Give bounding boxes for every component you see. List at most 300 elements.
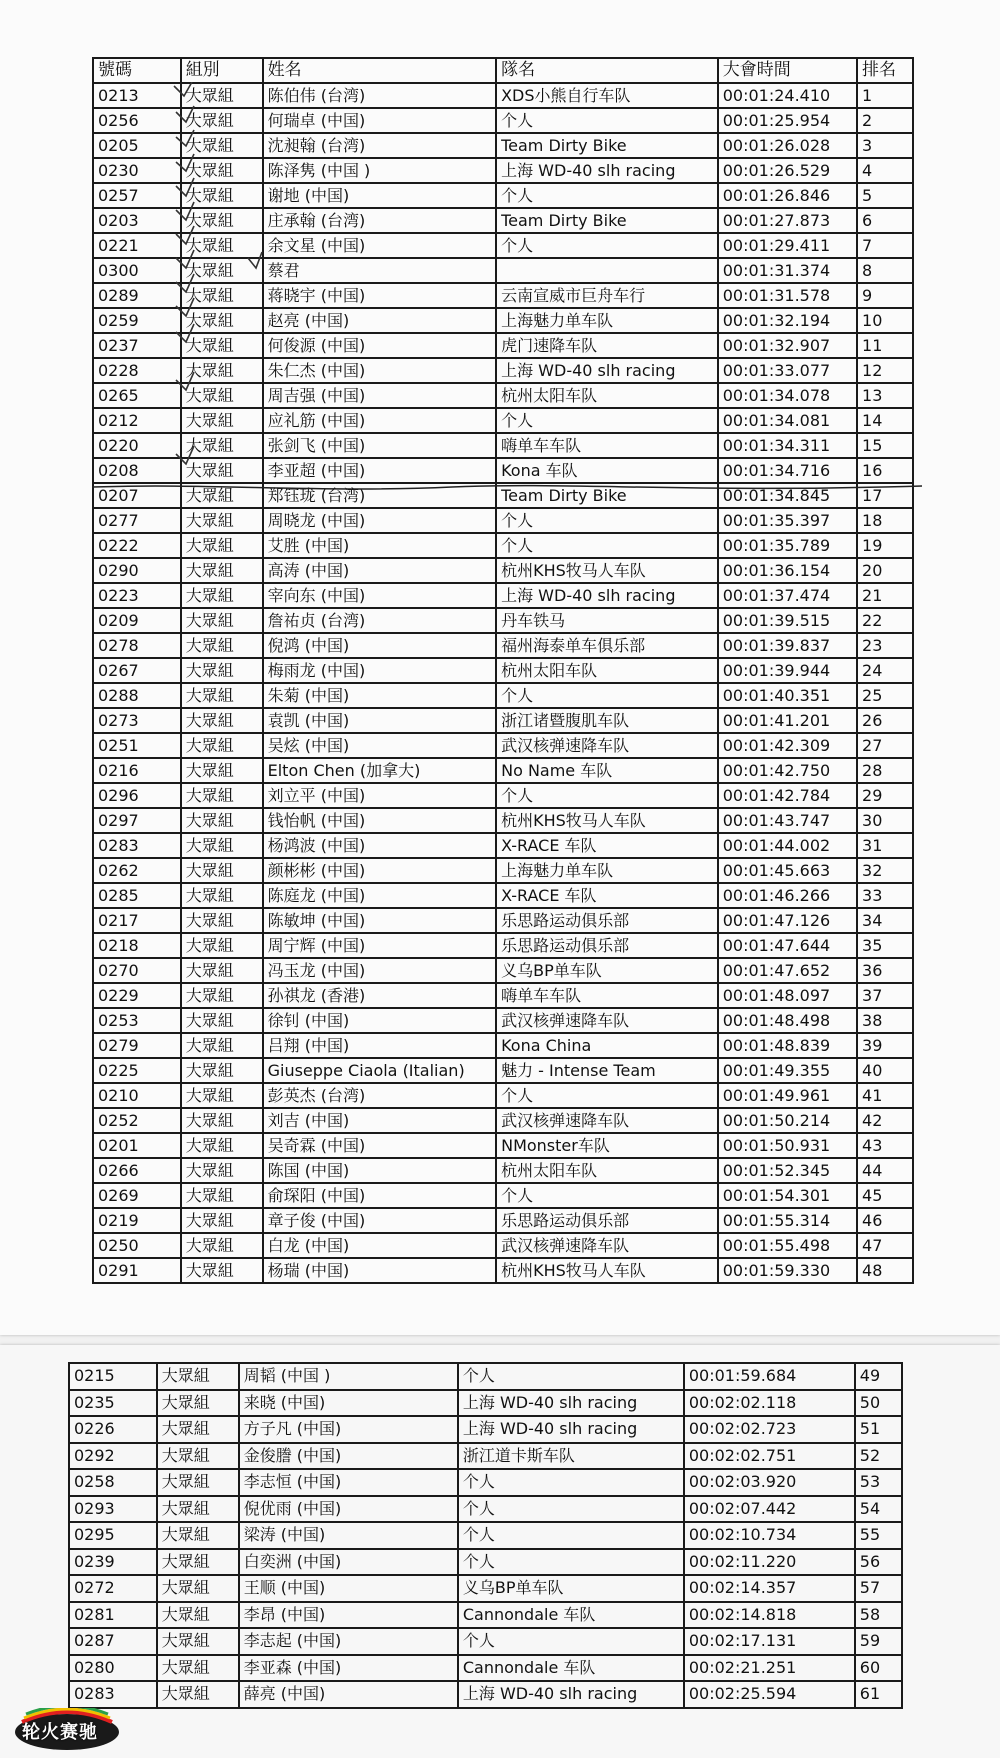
cell-team: 个人 xyxy=(496,508,718,533)
table-row xyxy=(93,708,913,733)
cell-time: 00:02:10.734 xyxy=(684,1522,855,1549)
cell-name: 李志恒 (中国) xyxy=(239,1469,458,1496)
cell-group: 大眾組 xyxy=(181,83,263,108)
cell-name: 倪优雨 (中国) xyxy=(239,1496,458,1523)
cell-number: 0259 xyxy=(93,308,181,333)
cell-number: 0218 xyxy=(93,933,181,958)
cell-time: 00:01:48.097 xyxy=(718,983,857,1008)
cell-number: 0280 xyxy=(69,1655,157,1682)
cell-name: 高涛 (中国) xyxy=(263,558,496,583)
cell-number: 0216 xyxy=(93,758,181,783)
cell-number: 0295 xyxy=(69,1522,157,1549)
table-row xyxy=(93,783,913,808)
cell-name: 陈庭龙 (中国) xyxy=(263,883,496,908)
cell-rank: 43 xyxy=(857,1133,913,1158)
cell-group: 大眾組 xyxy=(181,208,263,233)
cell-group: 大眾組 xyxy=(181,1083,263,1108)
table-row xyxy=(69,1469,902,1496)
cell-rank: 60 xyxy=(855,1655,902,1682)
cell-rank: 9 xyxy=(857,283,913,308)
cell-name: 刘立平 (中国) xyxy=(263,783,496,808)
header-time: 大會時間 xyxy=(718,58,857,83)
cell-rank: 58 xyxy=(855,1602,902,1629)
cell-group: 大眾組 xyxy=(181,383,263,408)
table-row xyxy=(93,1158,913,1183)
cell-time: 00:01:27.873 xyxy=(718,208,857,233)
cell-group: 大眾組 xyxy=(181,458,263,483)
cell-number: 0237 xyxy=(93,333,181,358)
cell-group: 大眾組 xyxy=(181,333,263,358)
race-logo-text: 轮火赛驰 xyxy=(22,1722,98,1743)
cell-rank: 3 xyxy=(857,133,913,158)
cell-team: 上海 WD-40 slh racing xyxy=(458,1390,684,1417)
table-row xyxy=(69,1575,902,1602)
cell-name: 吴奇霖 (中国) xyxy=(263,1133,496,1158)
cell-time: 00:01:32.907 xyxy=(718,333,857,358)
cell-rank: 36 xyxy=(857,958,913,983)
cell-name: 孙祺龙 (香港) xyxy=(263,983,496,1008)
cell-name: 谢地 (中国) xyxy=(263,183,496,208)
cell-name: 朱菊 (中国) xyxy=(263,683,496,708)
cell-group: 大眾組 xyxy=(181,933,263,958)
cell-time: 00:01:35.789 xyxy=(718,533,857,558)
cell-time: 00:01:42.784 xyxy=(718,783,857,808)
cell-group: 大眾組 xyxy=(181,658,263,683)
cell-team: 武汉核弹速降车队 xyxy=(496,1233,718,1258)
cell-number: 0221 xyxy=(93,233,181,258)
cell-number: 0283 xyxy=(69,1681,157,1708)
cell-group: 大眾組 xyxy=(157,1363,239,1390)
cell-time: 00:02:02.723 xyxy=(684,1416,855,1443)
cell-rank: 52 xyxy=(855,1443,902,1470)
cell-group: 大眾組 xyxy=(157,1390,239,1417)
table-row xyxy=(93,1108,913,1133)
cell-number: 0220 xyxy=(93,433,181,458)
cell-number: 0252 xyxy=(93,1108,181,1133)
cell-time: 00:01:54.301 xyxy=(718,1183,857,1208)
results-table-2 xyxy=(68,1362,903,1709)
cell-number: 0278 xyxy=(93,633,181,658)
table-row xyxy=(93,983,913,1008)
cell-rank: 21 xyxy=(857,583,913,608)
cell-team: 福州海泰单车俱乐部 xyxy=(496,633,718,658)
header-rank: 排名 xyxy=(857,58,913,83)
cell-number: 0281 xyxy=(69,1602,157,1629)
cell-rank: 22 xyxy=(857,608,913,633)
results-sheet-2 xyxy=(0,1345,1000,1758)
cell-number: 0217 xyxy=(93,908,181,933)
table-row xyxy=(69,1681,902,1708)
cell-group: 大眾組 xyxy=(181,733,263,758)
cell-time: 00:01:24.410 xyxy=(718,83,857,108)
cell-group: 大眾組 xyxy=(181,233,263,258)
cell-number: 0207 xyxy=(93,483,181,508)
cell-time: 00:01:59.330 xyxy=(718,1258,857,1283)
cell-rank: 42 xyxy=(857,1108,913,1133)
cell-team: Cannondale 车队 xyxy=(458,1602,684,1629)
cell-team: 杭州KHS牧马人车队 xyxy=(496,1258,718,1283)
strikethrough-line xyxy=(92,481,922,495)
cell-team: 乐思路运动俱乐部 xyxy=(496,908,718,933)
cell-rank: 15 xyxy=(857,433,913,458)
cell-group: 大眾組 xyxy=(181,958,263,983)
cell-group: 大眾組 xyxy=(157,1575,239,1602)
cell-rank: 33 xyxy=(857,883,913,908)
cell-team: 杭州太阳车队 xyxy=(496,383,718,408)
cell-time: 00:02:25.594 xyxy=(684,1681,855,1708)
table-row xyxy=(69,1522,902,1549)
cell-group: 大眾組 xyxy=(157,1628,239,1655)
table-row xyxy=(93,533,913,558)
cell-name: 梅雨龙 (中国) xyxy=(263,658,496,683)
cell-time: 00:01:26.846 xyxy=(718,183,857,208)
cell-name: 艾胜 (中国) xyxy=(263,533,496,558)
cell-time: 00:01:37.474 xyxy=(718,583,857,608)
cell-time: 00:01:39.515 xyxy=(718,608,857,633)
cell-time: 00:01:47.652 xyxy=(718,958,857,983)
cell-number: 0251 xyxy=(93,733,181,758)
table-row xyxy=(93,558,913,583)
cell-team: 浙江道卡斯车队 xyxy=(458,1443,684,1470)
cell-name: 赵亮 (中国) xyxy=(263,308,496,333)
cell-rank: 48 xyxy=(857,1258,913,1283)
cell-time: 00:02:11.220 xyxy=(684,1549,855,1576)
cell-rank: 56 xyxy=(855,1549,902,1576)
table-row xyxy=(93,883,913,908)
header-row xyxy=(93,58,913,83)
cell-name: 倪鸿 (中国) xyxy=(263,633,496,658)
cell-time: 00:01:39.837 xyxy=(718,633,857,658)
cell-time: 00:01:34.311 xyxy=(718,433,857,458)
cell-time: 00:01:35.397 xyxy=(718,508,857,533)
cell-number: 0253 xyxy=(93,1008,181,1033)
cell-number: 0250 xyxy=(93,1233,181,1258)
cell-number: 0256 xyxy=(93,108,181,133)
cell-time: 00:01:48.498 xyxy=(718,1008,857,1033)
header-team: 隊名 xyxy=(496,58,718,83)
cell-time: 00:02:02.751 xyxy=(684,1443,855,1470)
cell-name: 宰向东 (中国) xyxy=(263,583,496,608)
cell-time: 00:02:03.920 xyxy=(684,1469,855,1496)
cell-number: 0270 xyxy=(93,958,181,983)
cell-number: 0212 xyxy=(93,408,181,433)
cell-rank: 27 xyxy=(857,733,913,758)
cell-group: 大眾組 xyxy=(157,1469,239,1496)
cell-rank: 12 xyxy=(857,358,913,383)
cell-group: 大眾組 xyxy=(181,308,263,333)
table-row xyxy=(93,1083,913,1108)
cell-team: 云南宣威市巨舟车行 xyxy=(496,283,718,308)
cell-number: 0289 xyxy=(93,283,181,308)
cell-team: 武汉核弹速降车队 xyxy=(496,1108,718,1133)
cell-name: 杨鸿波 (中国) xyxy=(263,833,496,858)
cell-time: 00:02:14.818 xyxy=(684,1602,855,1629)
cell-team: 武汉核弹速降车队 xyxy=(496,733,718,758)
cell-name: 来晓 (中国) xyxy=(239,1390,458,1417)
cell-time: 00:01:26.028 xyxy=(718,133,857,158)
cell-time: 00:01:36.154 xyxy=(718,558,857,583)
cell-group: 大眾組 xyxy=(181,1208,263,1233)
cell-team: 个人 xyxy=(496,108,718,133)
cell-time: 00:01:50.214 xyxy=(718,1108,857,1133)
cell-rank: 30 xyxy=(857,808,913,833)
cell-team: XDS小熊自行车队 xyxy=(496,83,718,108)
cell-rank: 57 xyxy=(855,1575,902,1602)
table-row xyxy=(69,1390,902,1417)
table-row xyxy=(93,1008,913,1033)
cell-time: 00:01:47.644 xyxy=(718,933,857,958)
cell-group: 大眾組 xyxy=(181,1233,263,1258)
cell-time: 00:01:31.578 xyxy=(718,283,857,308)
cell-name: 庄承翰 (台湾) xyxy=(263,208,496,233)
table-row xyxy=(93,608,913,633)
cell-team: 杭州太阳车队 xyxy=(496,1158,718,1183)
cell-group: 大眾組 xyxy=(181,833,263,858)
table-row xyxy=(93,958,913,983)
cell-team: 个人 xyxy=(496,183,718,208)
cell-number: 0205 xyxy=(93,133,181,158)
cell-team: X-RACE 车队 xyxy=(496,833,718,858)
cell-number: 0208 xyxy=(93,458,181,483)
cell-group: 大眾組 xyxy=(181,1133,263,1158)
cell-team: 义乌BP单车队 xyxy=(458,1575,684,1602)
cell-time: 00:01:42.750 xyxy=(718,758,857,783)
cell-number: 0258 xyxy=(69,1469,157,1496)
cell-team: 浙江诸暨腹肌车队 xyxy=(496,708,718,733)
cell-number: 0203 xyxy=(93,208,181,233)
cell-number: 0223 xyxy=(93,583,181,608)
cell-rank: 55 xyxy=(855,1522,902,1549)
cell-name: 朱仁杰 (中国) xyxy=(263,358,496,383)
cell-rank: 49 xyxy=(855,1363,902,1390)
header-name: 姓名 xyxy=(263,58,496,83)
cell-team: 个人 xyxy=(496,233,718,258)
cell-number: 0283 xyxy=(93,833,181,858)
cell-team: 上海 WD-40 slh racing xyxy=(496,158,718,183)
cell-rank: 59 xyxy=(855,1628,902,1655)
cell-rank: 4 xyxy=(857,158,913,183)
table-row xyxy=(93,1058,913,1083)
cell-group: 大眾組 xyxy=(181,1033,263,1058)
cell-team: 杭州KHS牧马人车队 xyxy=(496,808,718,833)
table-row xyxy=(93,1183,913,1208)
cell-rank: 8 xyxy=(857,258,913,283)
cell-time: 00:01:47.126 xyxy=(718,908,857,933)
cell-rank: 53 xyxy=(855,1469,902,1496)
cell-team: 杭州KHS牧马人车队 xyxy=(496,558,718,583)
table-row xyxy=(93,1133,913,1158)
cell-group: 大眾組 xyxy=(181,983,263,1008)
cell-rank: 28 xyxy=(857,758,913,783)
cell-number: 0292 xyxy=(69,1443,157,1470)
cell-time: 00:02:21.251 xyxy=(684,1655,855,1682)
cell-rank: 39 xyxy=(857,1033,913,1058)
cell-time: 00:01:59.684 xyxy=(684,1363,855,1390)
table-row xyxy=(69,1655,902,1682)
cell-time: 00:02:07.442 xyxy=(684,1496,855,1523)
cell-number: 0265 xyxy=(93,383,181,408)
cell-team: 乐思路运动俱乐部 xyxy=(496,933,718,958)
cell-group: 大眾組 xyxy=(181,483,263,508)
cell-rank: 17 xyxy=(857,483,913,508)
cell-rank: 2 xyxy=(857,108,913,133)
cell-team: NMonster车队 xyxy=(496,1133,718,1158)
cell-number: 0215 xyxy=(69,1363,157,1390)
cell-rank: 47 xyxy=(857,1233,913,1258)
cell-team: 个人 xyxy=(458,1628,684,1655)
cell-team: 个人 xyxy=(458,1549,684,1576)
cell-team: 个人 xyxy=(496,408,718,433)
cell-time: 00:01:26.529 xyxy=(718,158,857,183)
cell-name: 白奕洲 (中国) xyxy=(239,1549,458,1576)
table-row xyxy=(69,1363,902,1390)
cell-rank: 50 xyxy=(855,1390,902,1417)
cell-rank: 45 xyxy=(857,1183,913,1208)
cell-group: 大眾組 xyxy=(181,808,263,833)
cell-number: 0210 xyxy=(93,1083,181,1108)
cell-number: 0219 xyxy=(93,1208,181,1233)
cell-time: 00:01:25.954 xyxy=(718,108,857,133)
cell-time: 00:01:34.081 xyxy=(718,408,857,433)
table-row xyxy=(69,1496,902,1523)
table-row xyxy=(93,858,913,883)
cell-group: 大眾組 xyxy=(181,533,263,558)
table-row xyxy=(93,908,913,933)
cell-team: Team Dirty Bike xyxy=(496,208,718,233)
cell-time: 00:01:55.314 xyxy=(718,1208,857,1233)
cell-name: 梁涛 (中国) xyxy=(239,1522,458,1549)
cell-number: 0291 xyxy=(93,1258,181,1283)
cell-name: 李志起 (中国) xyxy=(239,1628,458,1655)
cell-name: 周吉强 (中国) xyxy=(263,383,496,408)
table-row xyxy=(93,733,913,758)
cell-rank: 40 xyxy=(857,1058,913,1083)
cell-group: 大眾組 xyxy=(181,358,263,383)
cell-rank: 38 xyxy=(857,1008,913,1033)
cell-group: 大眾組 xyxy=(181,258,263,283)
cell-name: 俞琛阳 (中国) xyxy=(263,1183,496,1208)
cell-number: 0235 xyxy=(69,1390,157,1417)
cell-rank: 10 xyxy=(857,308,913,333)
cell-time: 00:01:50.931 xyxy=(718,1133,857,1158)
cell-number: 0285 xyxy=(93,883,181,908)
cell-team: 魅力 - Intense Team xyxy=(496,1058,718,1083)
cell-number: 0297 xyxy=(93,808,181,833)
cell-group: 大眾組 xyxy=(181,1058,263,1083)
table-row xyxy=(69,1549,902,1576)
cell-rank: 29 xyxy=(857,783,913,808)
table-row xyxy=(93,833,913,858)
cell-time: 00:01:39.944 xyxy=(718,658,857,683)
cell-group: 大眾組 xyxy=(181,158,263,183)
cell-group: 大眾組 xyxy=(181,1008,263,1033)
cell-name: 詹祐贞 (台湾) xyxy=(263,608,496,633)
cell-rank: 23 xyxy=(857,633,913,658)
cell-number: 0230 xyxy=(93,158,181,183)
cell-rank: 14 xyxy=(857,408,913,433)
cell-name: 何瑞卓 (中国) xyxy=(263,108,496,133)
cell-time: 00:02:14.357 xyxy=(684,1575,855,1602)
cell-time: 00:02:17.131 xyxy=(684,1628,855,1655)
cell-time: 00:01:46.266 xyxy=(718,883,857,908)
cell-team: 杭州太阳车队 xyxy=(496,658,718,683)
cell-name: 张剑飞 (中国) xyxy=(263,433,496,458)
cell-number: 0228 xyxy=(93,358,181,383)
cell-group: 大眾組 xyxy=(181,133,263,158)
handwritten-check-marks xyxy=(172,82,292,477)
cell-team: 个人 xyxy=(458,1469,684,1496)
cell-name: 吕翔 (中国) xyxy=(263,1033,496,1058)
cell-group: 大眾組 xyxy=(157,1549,239,1576)
cell-name: 蔡君 xyxy=(263,258,496,283)
cell-number: 0300 xyxy=(93,258,181,283)
cell-name: 陈泽隽 (中国 ) xyxy=(263,158,496,183)
cell-group: 大眾組 xyxy=(157,1602,239,1629)
table-row xyxy=(93,808,913,833)
cell-time: 00:01:34.716 xyxy=(718,458,857,483)
cell-group: 大眾組 xyxy=(181,108,263,133)
cell-group: 大眾組 xyxy=(181,708,263,733)
table-row xyxy=(93,683,913,708)
cell-name: 陈敏坤 (中国) xyxy=(263,908,496,933)
cell-team: 上海 WD-40 slh racing xyxy=(496,583,718,608)
cell-time: 00:01:40.351 xyxy=(718,683,857,708)
cell-group: 大眾組 xyxy=(157,1655,239,1682)
cell-group: 大眾組 xyxy=(157,1681,239,1708)
cell-rank: 19 xyxy=(857,533,913,558)
header-group: 組別 xyxy=(181,58,263,83)
cell-group: 大眾組 xyxy=(181,183,263,208)
cell-rank: 5 xyxy=(857,183,913,208)
cell-team: 个人 xyxy=(458,1363,684,1390)
cell-number: 0209 xyxy=(93,608,181,633)
cell-team: 上海 WD-40 slh racing xyxy=(496,358,718,383)
cell-team: 嗨单车车队 xyxy=(496,983,718,1008)
cell-rank: 32 xyxy=(857,858,913,883)
table-row xyxy=(69,1416,902,1443)
cell-team: 个人 xyxy=(458,1496,684,1523)
cell-group: 大眾組 xyxy=(181,508,263,533)
cell-team: 武汉核弹速降车队 xyxy=(496,1008,718,1033)
header-number: 號碼 xyxy=(93,58,181,83)
cell-team: Team Dirty Bike xyxy=(496,483,718,508)
cell-time: 00:01:34.845 xyxy=(718,483,857,508)
cell-rank: 16 xyxy=(857,458,913,483)
cell-group: 大眾組 xyxy=(181,1108,263,1133)
cell-name: 应礼筋 (中国) xyxy=(263,408,496,433)
cell-team: 个人 xyxy=(496,683,718,708)
cell-group: 大眾組 xyxy=(181,758,263,783)
cell-name: 刘吉 (中国) xyxy=(263,1108,496,1133)
cell-group: 大眾組 xyxy=(181,633,263,658)
table-row xyxy=(69,1602,902,1629)
cell-time: 00:01:49.355 xyxy=(718,1058,857,1083)
cell-name: 吴炫 (中国) xyxy=(263,733,496,758)
cell-name: 李亚森 (中国) xyxy=(239,1655,458,1682)
cell-team: Team Dirty Bike xyxy=(496,133,718,158)
cell-number: 0257 xyxy=(93,183,181,208)
cell-time: 00:01:48.839 xyxy=(718,1033,857,1058)
cell-number: 0277 xyxy=(93,508,181,533)
cell-name: 沈昶翰 (台湾) xyxy=(263,133,496,158)
cell-rank: 34 xyxy=(857,908,913,933)
cell-time: 00:01:41.201 xyxy=(718,708,857,733)
cell-team: 嗨单车车队 xyxy=(496,433,718,458)
cell-group: 大眾組 xyxy=(181,783,263,808)
cell-team: 个人 xyxy=(496,1083,718,1108)
cell-name: 钱怡帆 (中国) xyxy=(263,808,496,833)
cell-rank: 61 xyxy=(855,1681,902,1708)
